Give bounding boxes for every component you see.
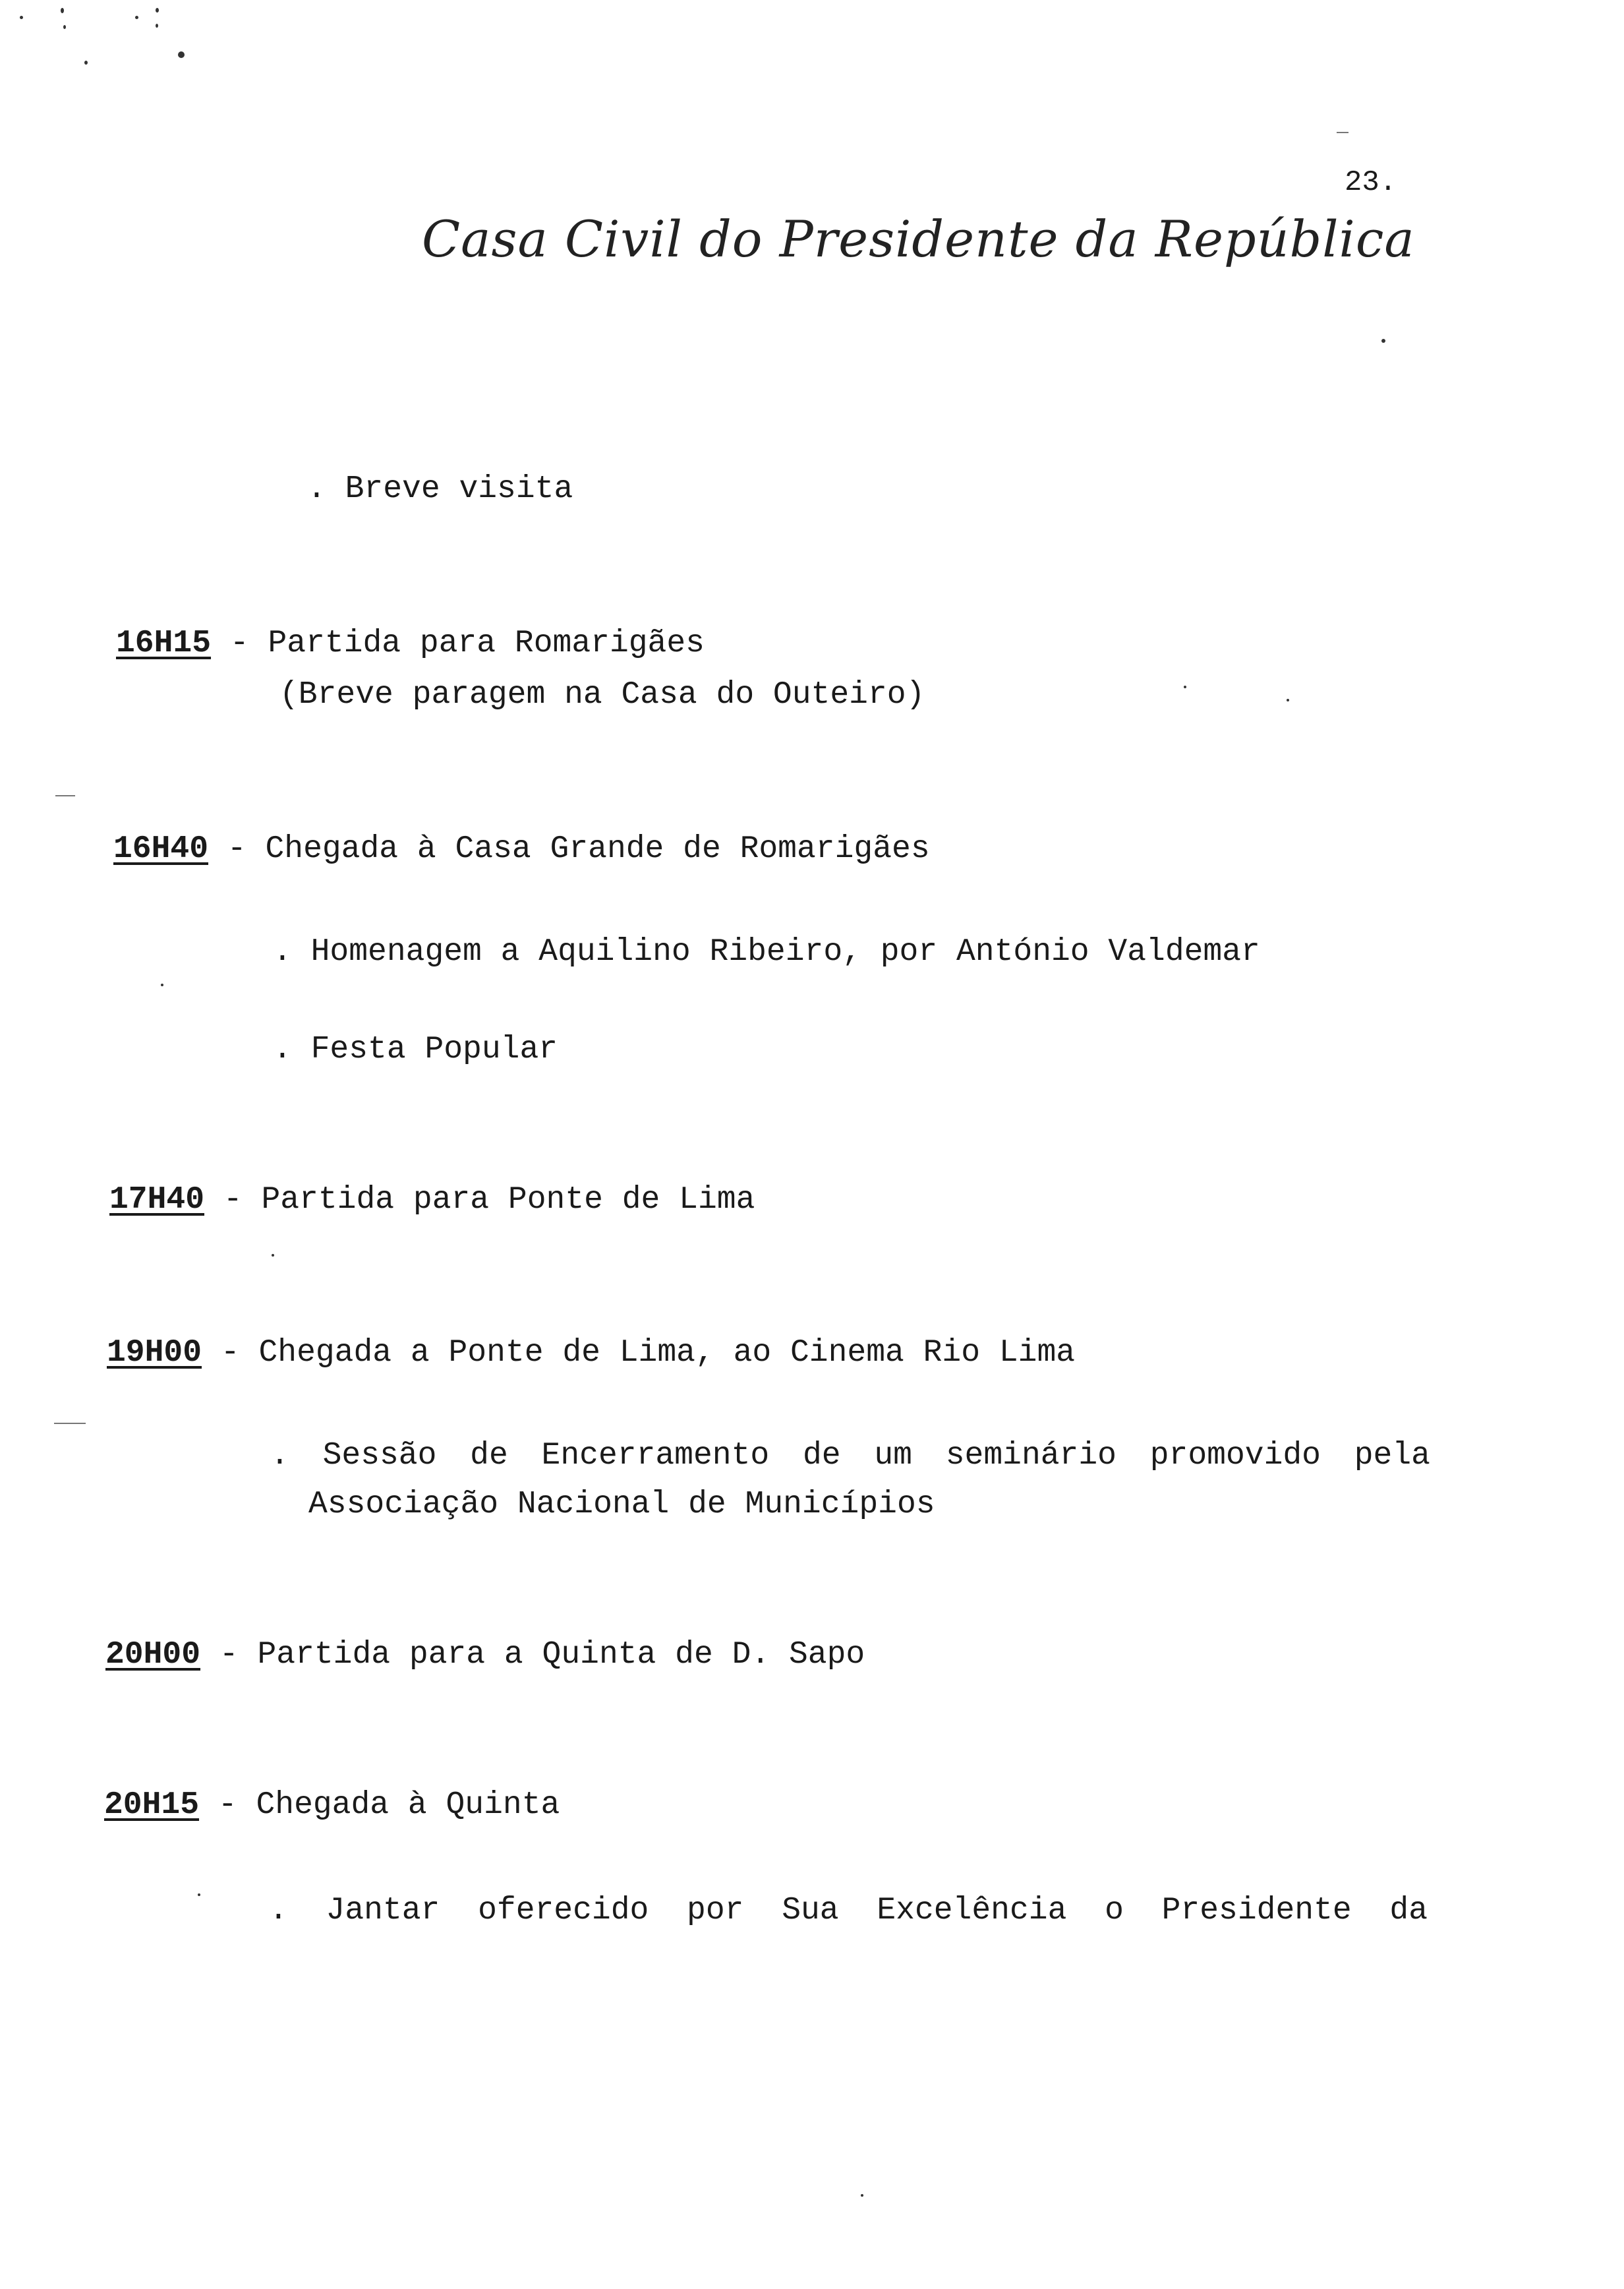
bullet-word: pela (1354, 1438, 1430, 1473)
schedule-entry (107, 1328, 1075, 1378)
bullet-word: de (470, 1438, 508, 1473)
entry-title: Partida para a Quinta de D. Sapo (257, 1637, 865, 1673)
scan-speck (1287, 699, 1289, 701)
intro-bullet: . Breve visita (307, 471, 573, 507)
scan-speck (161, 984, 163, 986)
scan-speck (84, 61, 88, 65)
bullet-word: Presidente (1161, 1893, 1352, 1928)
entry-separator: - (202, 1335, 259, 1371)
schedule-entry (116, 618, 705, 669)
bullet-word: Excelência (877, 1893, 1067, 1928)
entry-time: 19H00 (107, 1335, 202, 1371)
entry-title: Partida para Ponte de Lima (261, 1182, 755, 1218)
entry-separator: - (204, 1182, 262, 1218)
scan-speck (63, 25, 66, 29)
bullet-word: promovido (1149, 1438, 1321, 1473)
bullet-word: seminário (945, 1438, 1116, 1473)
bullet-word: . (269, 1893, 288, 1928)
bullet-word: Sua (782, 1893, 839, 1928)
entry-separator: - (208, 831, 266, 867)
entry-separator: - (211, 626, 268, 661)
page-number: 23. (1345, 166, 1397, 199)
bullet-word: Encerramento (541, 1438, 770, 1473)
entry-time: 20H15 (104, 1787, 200, 1823)
scan-speck (1184, 686, 1186, 688)
scan-dash (54, 1423, 86, 1424)
entry-bullet-continuation: Associação Nacional de Municípios (308, 1487, 935, 1522)
scan-speck (156, 24, 158, 28)
bullet-word: o (1105, 1893, 1124, 1928)
entry-bullet: . Festa Popular (273, 1032, 558, 1067)
schedule-entry (109, 1175, 755, 1225)
scan-speck (272, 1254, 274, 1257)
schedule-entry (105, 1630, 865, 1680)
bullet-word: da (1389, 1893, 1428, 1928)
entry-time: 16H15 (116, 626, 212, 661)
entry-separator: - (199, 1787, 256, 1823)
bullet-word: oferecido (478, 1893, 649, 1928)
scan-speck (156, 8, 159, 13)
bullet-word: Jantar (326, 1893, 440, 1928)
entry-bullet: . Homenagem a Aquilino Ribeiro, por António Valdemar (273, 934, 1260, 970)
scan-dash (55, 795, 75, 796)
entry-note: (Breve paragem na Casa do Outeiro) (279, 677, 925, 713)
entry-time: 16H40 (113, 831, 209, 867)
scan-speck (135, 16, 138, 19)
entry-time: 20H00 (105, 1637, 201, 1673)
bullet-word: um (874, 1438, 912, 1473)
entry-title: Chegada à Quinta (256, 1787, 560, 1823)
schedule-entry (113, 824, 930, 874)
bullet-word: por (687, 1893, 744, 1928)
letterhead: Casa Civil do Presidente da República (422, 210, 1415, 268)
scan-speck (178, 51, 185, 58)
scan-speck (861, 2194, 863, 2197)
bullet-word: . (270, 1438, 289, 1473)
scan-speck (198, 1893, 200, 1896)
entry-bullet-justified (270, 1431, 1430, 1481)
entry-title: Partida para Romarigães (268, 626, 705, 661)
scan-dash (1337, 132, 1348, 133)
entry-bullet-justified (269, 1886, 1428, 1936)
scan-speck (61, 8, 64, 13)
entry-separator: - (200, 1637, 258, 1673)
bullet-word: Sessão (322, 1438, 437, 1473)
scan-speck (1381, 339, 1385, 343)
entry-time: 17H40 (109, 1182, 205, 1218)
entry-title: Chegada à Casa Grande de Romarigães (265, 831, 930, 867)
scan-speck (20, 16, 23, 19)
entry-title: Chegada a Ponte de Lima, ao Cinema Rio Lima (258, 1335, 1076, 1371)
bullet-word: de (802, 1438, 841, 1473)
schedule-entry (104, 1780, 560, 1830)
